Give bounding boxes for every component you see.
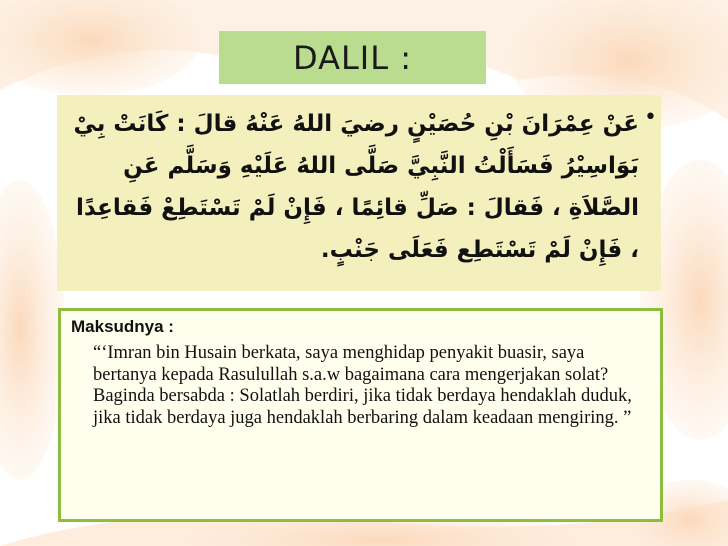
arabic-hadith-box bbox=[57, 95, 661, 291]
bullet-point: • bbox=[644, 105, 657, 130]
translation-text: “‘Imran bin Husain berkata, saya menghidap penyakit buasir, saya bertanya kepada Rasulullah s.a.w bagaimana cara mengerjakan solat? Baginda bersabda : Solatlah berdiri, jika tidak berdaya hendaklah duduk, jika tidak berdaya juga hendaklah berbaring dalam keadaan mengiring. ” bbox=[93, 343, 632, 428]
arabic-hadith-text: عَنْ عِمْرَانَ بْنِ حُصَيْنٍ رضيَ اللهُ عَنْهُ قالَ : كَانَتْ بِيْ بَوَاسِيْرُ فَسَأَلْتُ النَّبِيَّ صَلَّى اللهُ عَلَيْهِ وَسَلَّم عَنِ الصَّلاَةِ ، فَقالَ : صَلِّ قائِمًا ، فَإِنْ لَمْ تَسْتَطِعْ فَقاعِدًا ، فَإِنْ لَمْ تَسْتَطِع فَعَلَى جَنْبٍ. bbox=[73, 111, 639, 263]
translation-label: Maksudnya : bbox=[71, 317, 174, 336]
translation-box bbox=[58, 308, 663, 522]
slide-title: DALIL : bbox=[219, 31, 486, 84]
